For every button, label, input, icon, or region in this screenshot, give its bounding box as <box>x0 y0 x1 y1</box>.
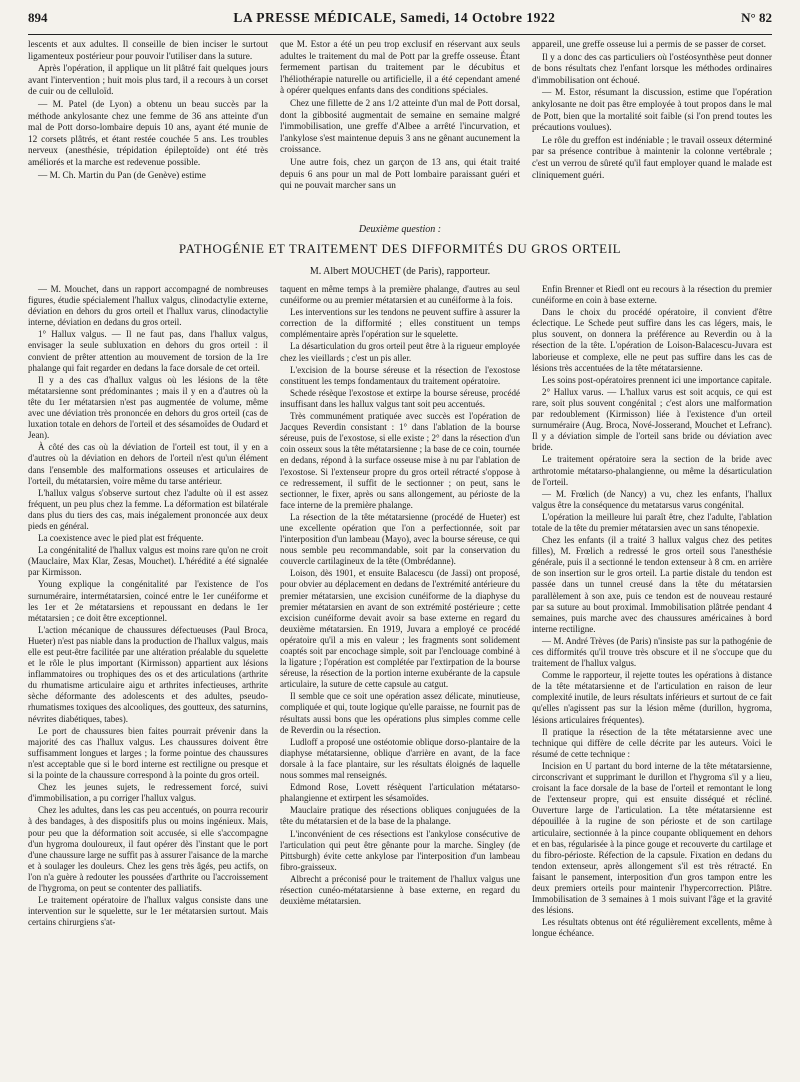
article-body <box>28 284 772 1074</box>
question-label: Deuxième question : <box>358 224 442 235</box>
paragraph: — M. André Trèves (de Paris) n'insiste pas sur la pathogénie de ces difformités qu'il trouve très obscure et il ne s'occupe que du traitement de l'hallux valgus. <box>532 635 772 669</box>
paragraph: Albrecht a préconisé pour le traitement de l'hallux valgus une résection cunéo-métatarsienne à base externe, en regard du deuxième métatarsien. <box>280 873 520 907</box>
paragraph: Edmond Rose, Lovett résèquent l'articulation métatarso-phalangienne et extirpent les sésamoïdes. <box>280 782 520 804</box>
paragraph: Les résultats obtenus ont été régulièrement excellents, même à longue échéance. <box>532 917 772 939</box>
paragraph: Young explique la congénitalité par l'existence de l'os surnuméraire, intermétatarsien, coincé entre le 1er cunéiforme et les 1er et 2e métatarsiens et repoussant en dedans le 1er métatarsien ; ce doit être exceptionnel. <box>28 579 268 623</box>
paragraph: Dans le choix du procédé opératoire, il convient d'être éclectique. Le Schede peut suffire dans les cas légers, mais, le plus souvent, on donnera la préférence au Reverdin ou à la résection de la tête. L'opération de Loison-Balacescu-Juvara est laborieuse et complexe, elle ne peut pas suffire dans les cas de lésions très accentuées de la tête métatarsienne. <box>532 307 772 373</box>
body-column-1 <box>28 284 268 1074</box>
paragraph: L'excision de la bourse séreuse et la résection de l'exostose constituent les temps fondamentaux du traitement opératoire. <box>280 364 520 386</box>
paragraph: 1° Hallux valgus. — Il ne faut pas, dans l'hallux valgus, envisager la seule subluxation en dehors du gros orteil : il convient de prêter attention au mouvement de torsion de la 1re phalange qui fait regarder en dedans la face dorsale de cet orteil. <box>28 329 268 373</box>
journal-title: LA PRESSE MÉDICALE, Samedi, 14 Octobre 1922 <box>233 10 556 25</box>
paragraph: La désarticulation du gros orteil peut être à la rigueur employée chez les vieillards ; c'est un pis aller. <box>280 341 520 363</box>
page-header <box>28 10 772 35</box>
paragraph: Chez les jeunes sujets, le redressement forcé, suivi d'immobilisation, a pu corriger l'hallux valgus. <box>28 782 268 804</box>
paragraph: Les soins post-opératoires prennent ici une importance capitale. <box>542 374 772 385</box>
paragraph: lescents et aux adultes. Il conseille de bien inciser le surtout ligamenteux postérieur pour pouvoir l'utiliser dans la suture. <box>28 40 268 62</box>
body-column-3 <box>532 284 772 1074</box>
page-number: 894 <box>28 10 48 25</box>
paragraph: La congénitalité de l'hallux valgus est moins rare qu'on ne croit (Mauclaire, Max Klar, Zesas, Mouchet). L'hérédité a été signalée par Kirmisson. <box>28 545 268 578</box>
paragraph: taquent en même temps à la première phalange, d'autres au seul cunéiforme ou au premier métatarsien et au cunéiforme à la fois. <box>280 284 520 306</box>
paragraph: Le rôle du greffon est indéniable ; le travail osseux déterminé par sa présence contribue à maintenir la colonne vertébrale ; c'est un verrou de sûreté qu'il faut employer quand le malade est cliniquement guéri. <box>532 135 772 181</box>
paragraph: Ludloff a proposé une ostéotomie oblique dorso-plantaire de la diaphyse métatarsienne, oblique d'arrière en avant, de la face dorsale à la face plantaire, sur les résultats éloignés de laquelle nous sommes mal renseignés. <box>280 736 520 781</box>
paragraph: Il y a des cas d'hallux valgus où les lésions de la tête métatarsienne sont prédominantes ; mais il y en a d'autres où la tête du 1er métatarsien n'est pas augmentée de volume, même avec une déviation très prononcée en dehors du gros orteil (cas de luxation totale en dehors de l'orteil et des sésamoïdes de Oudard et Jean). <box>28 374 268 441</box>
paragraph: — M. Estor, résumant la discussion, estime que l'opération ankylosante ne doit pas être employée à tout propos dans le mal de Pott, bien que la mortalité soit faible (si l'on prend toutes les précautions voulues). <box>532 88 772 134</box>
body-column-2 <box>280 284 520 1074</box>
paragraph: Très communément pratiquée avec succès est l'opération de Jacques Reverdin consistant : 1° dans l'ablation de la bourse séreuse, puis de l'exostose, si elle existe ; 2° dans la résection d'un coin osseux sous la tête métatarsienne ; la base de ce coin, tournée en dedans, répond à la surface osseuse mise à nu par l'ablation de l'exostose. Si l'extenseur propre du gros orteil rétracté s'oppose à ce redressement, il suffit de le sectionner ; on peut, sans le sectionner, le fixer, après ou sans allongement, au périoste de la face interne de la première phalange. <box>280 411 520 510</box>
paragraph: La coexistence avec le pied plat est fréquente. <box>38 533 204 544</box>
top-section <box>28 40 772 212</box>
paragraph: Comme le rapporteur, il rejette toutes les opérations à distance de la tête métatarsienne et de l'articulation en raison de leur complexité inutile, de leurs résultats inférieurs et surtout de ce fait qu'elles n'agissent pas sur la lésion même (durillon, hygroma, lésions articulaires fréquentes). <box>532 670 772 725</box>
issue-number: N° 82 <box>741 10 772 25</box>
top-column-3 <box>532 40 772 212</box>
paragraph: — M. Mouchet, dans un rapport accompagné de nombreuses figures, étudie spécialement l'hallux valgus, clinodactylie externe, déviation en dehors du gros orteil et l'hallux varus, clinodactylie interne, déviation en dedans du gros orteil. <box>28 284 268 328</box>
paragraph: Il y a donc des cas particuliers où l'ostéosynthèse peut donner de bons résultats chez l'enfant lorsque les méthodes ordinaires d'immobilisation ont échoué. <box>532 52 772 86</box>
section-heading <box>28 224 772 277</box>
paragraph: L'opération la meilleure lui paraît être, chez l'adulte, l'ablation totale de la tête du premier métatarsien avec un sans ténopexie. <box>532 511 772 533</box>
paragraph: Une autre fois, chez un garçon de 13 ans, qui était traité depuis 6 ans pour un mal de Pott lombaire paraissant guéri et qui ne pouvait marcher sans un <box>280 157 520 192</box>
paragraph: L'action mécanique de chaussures défectueuses (Paul Broca, Hueter) n'est pas niable dans la production de l'hallux valgus, mais elle est peut-être facilitée par une altération préalable du squelette et le rôle le plus important (Kirmisson) appartient aux lésions inflammatoires ou trophiques des os et des articulations (arthrite du rhumatisme articulaire aigu et arthrites infectieuses, arthrite sèche déformante des adolescents et des adultes, pseudo-rhumatismes toxiques des alcooliques, des goutteux, des saturnins, névrites diabétiques, tabes). <box>28 624 268 724</box>
top-column-2 <box>280 40 520 212</box>
paragraph: — M. Patel (de Lyon) a obtenu un beau succès par la méthode ankylosante chez une femme de 36 ans atteinte d'un mal de Pott dorso-lombaire depuis 10 ans, ayant été munie de 12 corsets plâtrés, et étant restée couchée 5 ans. Les troubles nerveux (anesthésie, trépidation épileptoïde) ont été très améliorés et la marche est redevenue possible. <box>28 99 268 168</box>
rapporteur-line: M. Albert MOUCHET (de Paris), rapporteur. <box>309 266 491 277</box>
paragraph: Enfin Brenner et Riedl ont eu recours à la résection du premier cunéiforme en coin à base externe. <box>532 284 772 306</box>
paragraph: Schede résèque l'exostose et extirpe la bourse séreuse, procédé insuffisant dans les hallux valgus tant soit peu accentués. <box>280 387 520 409</box>
paragraph: Incision en U partant du bord interne de la tête métatarsienne, circonscrivant et supprimant le durillon et l'hygroma s'il y a lieu, croisant la face dorsale de la base de l'orteil et remontant le long de l'extenseur propre, qui est ensuite disséqué et récliné. Ouverture large de l'articulation. La tête métatarsienne est dépouillée à la rugine de son périoste et de son cartilage articulaire, sectionnée à la pince coupante obliquement en dehors et en bas, régularisée à la pince gouge et recouverte du cartilage et du fibro-périoste. Réfection de la capsule. Fixation en dedans du tendon extenseur, après allongement s'il est très rétracté. En faisant le pansement, interposition d'un gros tampon entre les deux premiers orteils pour maintenir l'hypercorrection. Plâtre. Immobilisation de 3 semaines à 1 mois suivant l'âge et la gravité des lésions. <box>532 760 772 916</box>
paragraph: Le traitement opératoire sera la section de la bride avec arthrotomie métatarso-phalangienne, ou même la désarticulation de l'orteil. <box>532 454 772 487</box>
paragraph: Le port de chaussures bien faites pourrait prévenir dans la majorité des cas l'hallux valgus. Les chaussures doivent être suffisamment longues et larges ; la forme pointue des chaussures n'est acceptable que si le bord interne est rectiligne ou presque et si la pointe de la chaussure correspond à la pointe du gros orteil. <box>28 725 268 781</box>
paragraph: appareil, une greffe osseuse lui a permis de se passer de corset. <box>532 40 766 50</box>
paragraph: L'inconvénient de ces résections est l'ankylose consécutive de l'articulation qui peut être gênante pour la marche. Singley (de Pittsburgh) évite cette ankylose par l'interposition d'un lambeau fibro-graisseux. <box>280 828 520 872</box>
paragraph: Il pratique la résection de la tête métatarsienne avec une technique qui diffère de celle décrite par les auteurs. Voici le résumé de cette technique : <box>532 726 772 759</box>
section-title: PATHOGÉNIE ET TRAITEMENT DES DIFFORMITÉS DU GROS ORTEIL <box>178 241 622 256</box>
paragraph: Loison, dès 1901, et ensuite Balacescu (de Jassi) ont proposé, pour obvier au déplacement en dedans de l'extrémité antérieure du premier métatarsien, une excision cunéiforme de la diaphyse du premier métatarsien en avant de son extrémité postérieure ; cette excision cunéiforme devait avoir sa base externe en regard du deuxième métatarsien. En 1919, Juvara a employé ce procédé opératoire qu'il a mis en valeur ; les fragments sont solidement coaptés soit par encochage simple, soit par l'enclouage combiné à la ligature ; l'opération est complétée par l'extirpation de la bourse séreuse, la résection de la portion interne exubérante de la capsule articulaire, la suture de cette capsule au catgut. <box>280 568 520 690</box>
paragraph: — M. Ch. Martin du Pan (de Genève) estime <box>38 170 206 181</box>
paragraph: À côté des cas où la déviation de l'orteil est tout, il y en a d'autres où la déviation en dehors de l'orteil n'est qu'un élément dans l'ensemble des malformations osseuses et articulaires de l'orteil, du métatarsien, voire même du tarse antérieur. <box>28 442 268 486</box>
paragraph: Il semble que ce soit une opération assez délicate, minutieuse, compliquée et qui, toute logique qu'elle paraisse, ne fournit pas de résultats aussi bons que les opérations plus simples comme celle de Reverdin ou la résection. <box>280 691 520 735</box>
top-column-1 <box>28 40 268 212</box>
paragraph: Les interventions sur les tendons ne peuvent suffire à assurer la correction de la difformité ; elles constituent un temps complémentaire après l'opération sur le squelette. <box>280 307 520 340</box>
paragraph: Chez les enfants (il a traité 3 hallux valgus chez des petites filles), M. Frœlich a redressé le gros orteil sous l'anesthésie générale, puis il a sectionné le tendon extenseur à 8 cm. en arrière de son insertion sur le gros orteil. La partie distale du tendon est passée dans un tunnel creusé dans la tête du métatarsien parallèlement à son axe, puis ce tendon est de nouveau restauré par sa suture au bout proximal. Immobilisation plâtrée pendant 4 semaines, puis marche avec des chaussures américaines à bord interne rectiligne. <box>532 535 772 634</box>
paragraph: Chez une fillette de 2 ans 1/2 atteinte d'un mal de Pott dorsal, dont la gibbosité augmentait de semaine en semaine malgré l'immobilisation, une greffe d'Albee a arrêté l'incurvation, et l'ankylose s'est maintenue depuis 3 ans ne gênant aucunement la croissance. <box>280 98 520 156</box>
paragraph: Mauclaire pratique des résections obliques conjuguées de la tête du métatarsien et de la base de la phalange. <box>280 805 520 827</box>
paragraph: Le traitement opératoire de l'hallux valgus consiste dans une intervention sur le squelette, sur le 1er métatarsien surtout. Mais certains chirurgiens s'at- <box>28 895 268 928</box>
paragraph: L'hallux valgus s'observe surtout chez l'adulte où il est assez fréquent, un peu plus chez la femme. La déformation est bilatérale dans plus du tiers des cas, mais inégalement prononcée aux deux pieds en général. <box>28 487 268 531</box>
paragraph: — M. Frœlich (de Nancy) a vu, chez les enfants, l'hallux valgus être la conséquence du metatarsus varus congénital. <box>532 488 772 510</box>
paragraph: 2° Hallux varus. — L'hallux varus est soit acquis, ce qui est rare, soit plus souvent congénital ; c'est alors une malformation par redoublement (Kirmisson) liée à l'existence d'un orteil surnuméraire (Aug. Broca, Nové-Josserand, Mouchet et Lefranc). Il y a déviation simple de l'orteil sans bride ou déviation avec bride. <box>532 386 772 453</box>
paragraph: Chez les adultes, dans les cas peu accentués, on pourra recourir à des bandages, à des dispositifs plus ou moins ingénieux. Mais, pour peu que la déformation soit accusée, si elle s'accompagne d'un hygroma douloureux, il faut opérer dès l'instant que le port d'une chaussure large ne suffit pas à assurer l'aisance de la marche et à soulager les douleurs. Chez les gens très âgés, peu actifs, on l'on n'a guère à redouter les poussées d'arthrite ou l'accroissement de l'hygroma, on peut se contenter des palliatifs. <box>28 805 268 893</box>
paragraph: que M. Estor a été un peu trop exclusif en réservant aux seuls adultes le traitement du mal de Pott par la greffe osseuse. Étant fermement partisan du traitement par le décubitus et l'héliothérapie naturelle ou artificielle, il a été cependant amené à opérer quelques enfants dans des conditions spéciales. <box>280 40 520 97</box>
paragraph: Après l'opération, il applique un lit plâtré fait quelques jours avant l'intervention ; huit mois plus tard, il a recours à un corset de cuir ou de celluloïd. <box>28 64 268 98</box>
paragraph: La résection de la tête métatarsienne (procédé de Hueter) est une excellente opération que l'on a perfectionnée, soit par l'interposition d'un lambeau (Mayo), avec la bourse séreuse, ce qui nous semble peu recommandable, soit par la conservation du couvercle cartilagineux de la tête (Ombrédanne). <box>280 511 520 567</box>
